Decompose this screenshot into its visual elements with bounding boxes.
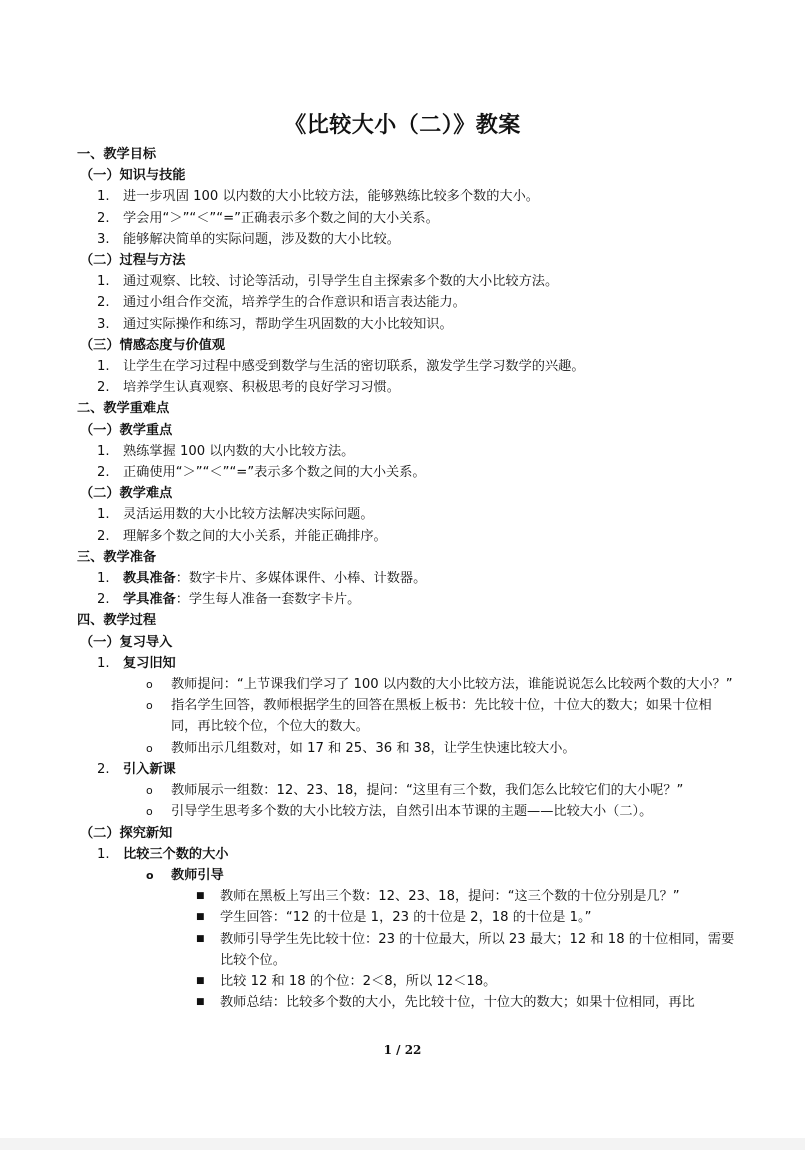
list-item: 1. 灵活运用数的大小比较方法解决实际问题。 (97, 507, 374, 523)
bullet-item: o 教师引导 (0, 865, 805, 886)
list-item: 2. 学会用“＞”“＜”“=”正确表示多个数之间的大小关系。 (97, 210, 439, 226)
subsection-heading: （二）过程与方法 (80, 253, 186, 269)
list-item: 3. 通过实际操作和练习，帮助学生巩固数的大小比较知识。 (97, 316, 453, 332)
step-heading: 1. 复习旧知 (97, 655, 176, 671)
circle-bullet-icon: o (146, 868, 154, 882)
square-bullet-icon: ■ (196, 997, 205, 1008)
circle-bullet-icon: o (146, 805, 153, 819)
square-bullet-icon: ■ (196, 912, 205, 923)
list-item: 2. 正确使用“＞”“＜”“=”表示多个数之间的大小关系。 (97, 465, 426, 481)
step-heading: 2. 引入新课 (97, 761, 176, 777)
list-item: 2. 学具准备：学生每人准备一套数字卡片。 (97, 592, 361, 608)
circle-bullet-icon: o (146, 699, 153, 713)
page-number: 1 / 22 (383, 1043, 422, 1057)
list-item: 1. 熟练掌握 100 以内数的大小比较方法。 (97, 443, 355, 459)
step-heading: 1. 比较三个数的大小 (97, 846, 229, 862)
bullet-item: o 指名学生回答，教师根据学生的回答在黑板上板书：先比较十位，十位大的数大；如果十位相同，再比较个位，个位大的数大。 (0, 695, 805, 737)
section-heading: 二、教学重难点 (77, 401, 170, 417)
list-item: 2. 理解多个数之间的大小关系，并能正确排序。 (97, 528, 387, 544)
bullet-item: ■ 教师引导学生先比较十位：23 的十位最大，所以 23 最大；12 和 18 的十位相同，需要比较个位。 (0, 929, 805, 971)
document-body (0, 144, 805, 1013)
square-bullet-icon: ■ (196, 933, 205, 944)
document-title: 《比较大小（二）》教案 (284, 113, 521, 138)
bullet-item: o 教师提问：“上节课我们学习了 100 以内数的大小比较方法，谁能说说怎么比较两个数的大小？” (0, 674, 805, 695)
list-item: 2. 培养学生认真观察、积极思考的良好学习习惯。 (97, 380, 400, 396)
square-bullet-icon: ■ (196, 891, 205, 902)
list-item: 3. 能够解决简单的实际问题，涉及数的大小比较。 (97, 231, 400, 247)
subsection-heading: （一）知识与技能 (80, 168, 186, 184)
list-item: 1. 进一步巩固 100 以内数的大小比较方法，能够熟练比较多个数的大小。 (97, 189, 539, 205)
bullet-item: o 教师出示几组数对，如 17 和 25、36 和 38，让学生快速比较大小。 (0, 738, 805, 759)
circle-bullet-icon: o (146, 784, 153, 798)
list-item: 1. 通过观察、比较、讨论等活动，引导学生自主探索多个数的大小比较方法。 (97, 274, 559, 290)
section-heading: 一、教学目标 (77, 147, 157, 162)
subsection-heading: （三）情感态度与价值观 (80, 337, 226, 353)
subsection-heading: （二）探究新知 (80, 825, 173, 841)
list-item: 2. 通过小组合作交流，培养学生的合作意识和语言表达能力。 (97, 295, 466, 311)
list-item: 1. 让学生在学习过程中感受到数学与生活的密切联系，激发学生学习数学的兴趣。 (97, 359, 585, 375)
bullet-item: ■ 教师在黑板上写出三个数：12、23、18，提问：“这三个数的十位分别是几？” (0, 886, 805, 907)
bullet-item: o 引导学生思考多个数的大小比较方法，自然引出本节课的主题——比较大小（二）。 (0, 801, 805, 822)
subsection-heading: （二）教学难点 (80, 486, 173, 502)
bullet-item: ■ 比较 12 和 18 的个位：2＜8，所以 12＜18。 (0, 971, 805, 992)
subsection-heading: （一）教学重点 (80, 422, 173, 438)
section-heading: 四、教学过程 (77, 613, 157, 629)
list-item: 1. 教具准备：数字卡片、多媒体课件、小棒、计数器。 (97, 571, 427, 587)
square-bullet-icon: ■ (196, 975, 205, 986)
subsection-heading: （一）复习导入 (80, 634, 173, 650)
bullet-item: ■ 教师总结：比较多个数的大小，先比较十位，十位大的数大；如果十位相同，再比 (0, 992, 805, 1013)
bullet-item: ■ 学生回答：“12 的十位是 1，23 的十位是 2，18 的十位是 1。” (0, 907, 805, 928)
section-heading: 三、教学准备 (77, 549, 157, 565)
bullet-item: o 教师展示一组数：12、23、18，提问：“这里有三个数，我们怎么比较它们的大小呢？” (0, 780, 805, 801)
circle-bullet-icon: o (146, 678, 153, 692)
circle-bullet-icon: o (146, 741, 153, 755)
